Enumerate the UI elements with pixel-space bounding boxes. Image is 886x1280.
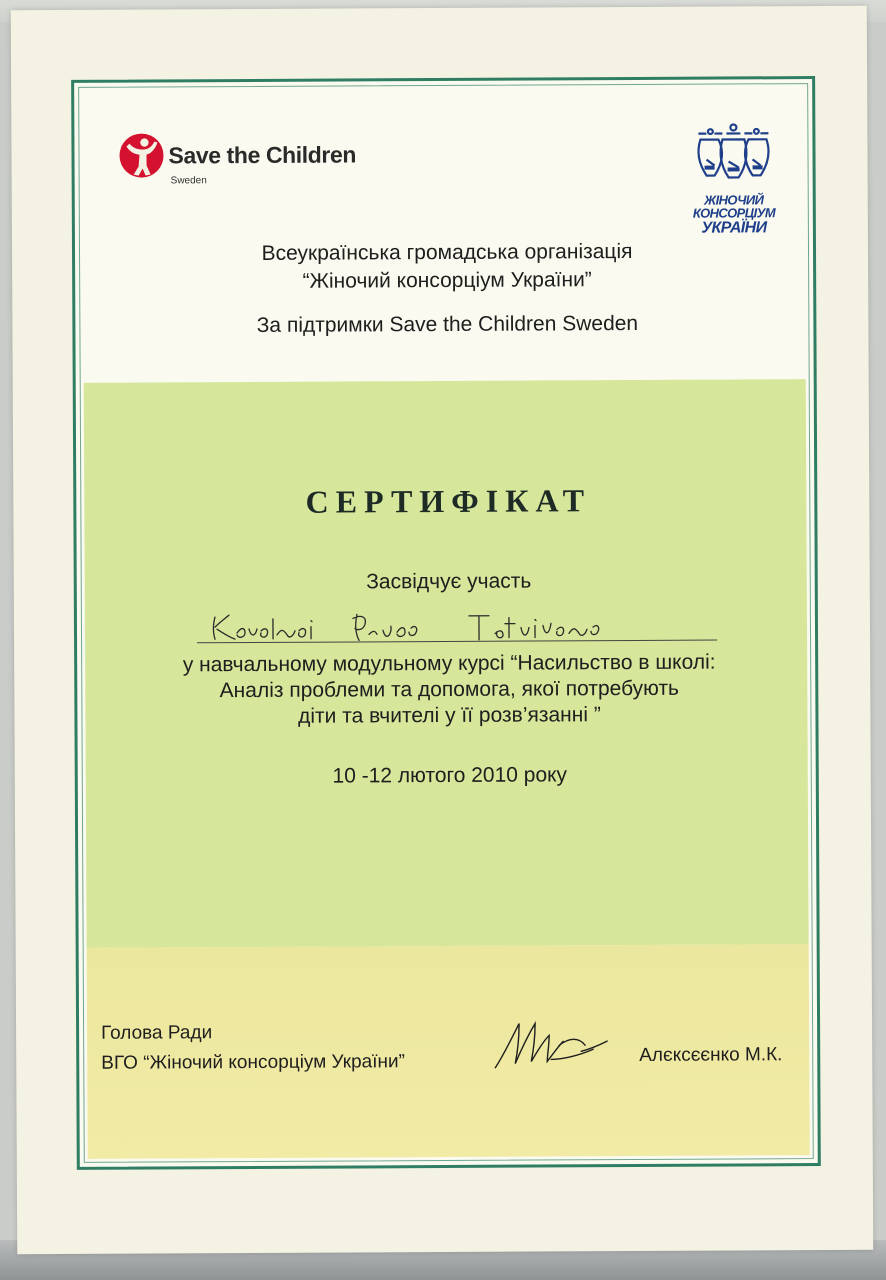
attests-participation: Засвідчує участь	[366, 569, 532, 594]
womens-consortium-logo-text	[693, 193, 775, 236]
course-dates: 10 -12 лютого 2010 року	[332, 763, 568, 788]
course-line-2: Аналіз проблеми та допомога, якої потребують	[219, 676, 680, 703]
womens-consortium-logo	[692, 119, 775, 249]
signatory-name: Алєксєєнко М.К.	[639, 1044, 783, 1066]
organization-line-1: Всеукраїнська громадська організація	[261, 239, 633, 265]
certificate-paper	[11, 6, 874, 1254]
signatory-position-line-2: ВГО “Жіночий консорціум України”	[101, 1051, 405, 1074]
womens-consortium-emblem-icon	[692, 119, 774, 191]
certificate-title: СЕРТИФІКАТ	[305, 482, 592, 520]
chairperson-signature	[489, 1015, 629, 1076]
logo-text-line-1: ЖІНОЧИЙ	[704, 192, 764, 208]
certificate-frame	[71, 76, 821, 1170]
signatory-position-line-1: Голова Ради	[101, 1022, 213, 1044]
save-the-children-person-icon	[118, 132, 164, 178]
support-line: За підтримки Save the Children Sweden	[256, 311, 639, 337]
course-line-3: діти та вчителі у її розв’язанні ”	[297, 703, 601, 728]
organization-line-2: “Жіночий консорціум України”	[302, 268, 592, 293]
recipient-handwritten-name	[207, 607, 627, 643]
logo-text-line-2: КОНСОРЦІУМ	[692, 205, 776, 221]
logo-text-line-3: УКРАЇНИ	[701, 219, 767, 237]
save-the-children-logo	[118, 131, 358, 202]
course-line-1: у навчальному модульному курсі “Насильство в школі:	[182, 650, 716, 677]
save-the-children-country: Sweden	[170, 175, 207, 187]
save-the-children-name: Save the Children	[168, 141, 357, 169]
